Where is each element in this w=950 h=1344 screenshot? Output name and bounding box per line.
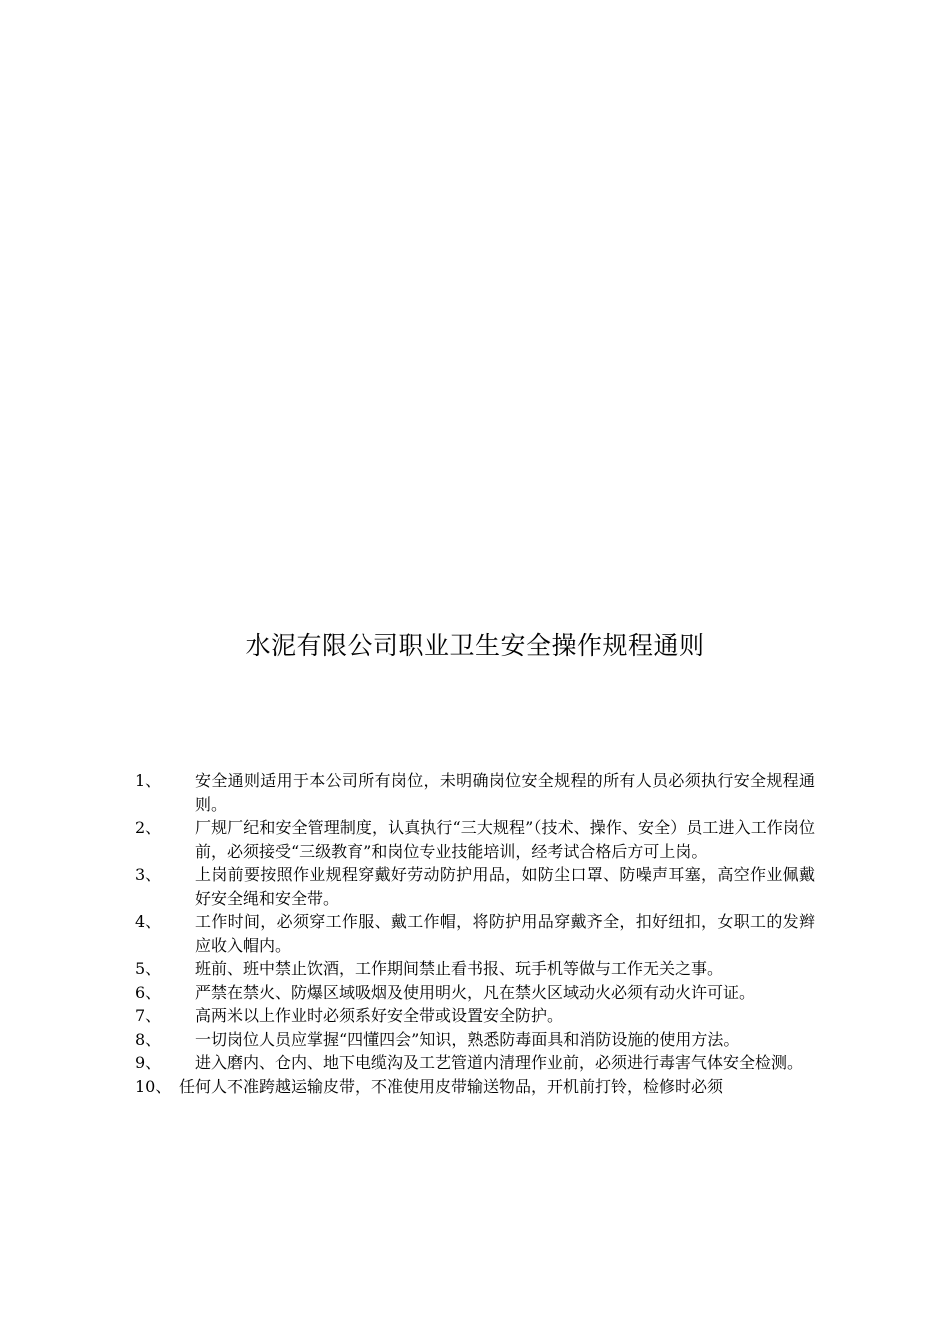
- rule-item: [135, 863, 825, 910]
- rule-number: 7、: [135, 1006, 162, 1025]
- rule-number: 1、: [135, 771, 162, 790]
- rule-number: 8、: [135, 1029, 162, 1049]
- rule-item: [135, 1028, 825, 1052]
- rule-item: [135, 910, 825, 957]
- rule-text: 安全通则适用于本公司所有岗位，未明确岗位安全规程的所有人员必须执行安全规程通则。: [195, 771, 815, 814]
- document-title: 水泥有限公司职业卫生安全操作规程通则: [245, 631, 705, 660]
- rule-item: [135, 769, 825, 816]
- rule-text: 工作时间，必须穿工作服、戴工作帽，将防护用品穿戴齐全，扣好纽扣，女职工的发辫应收入帽内。: [195, 912, 815, 955]
- rule-text: 进入磨内、仓内、地下电缆沟及工艺管道内清理作业前，必须进行毒害气体安全检测。: [195, 1053, 804, 1072]
- rule-text: 上岗前要按照作业规程穿戴好劳动防护用品，如防尘口罩、防噪声耳塞，高空作业佩戴好安全绳和安全带。: [195, 865, 815, 908]
- rule-text: 高两米以上作业时必须系好安全带或设置安全防护。: [195, 1006, 564, 1025]
- rule-number: 6、: [135, 982, 162, 1002]
- rule-number: 3、: [135, 865, 162, 884]
- rule-number: 5、: [135, 959, 162, 978]
- rule-item: [135, 957, 825, 981]
- rule-text: 严禁在禁火、防爆区域吸烟及使用明火，凡在禁火区域动火必须有动火许可证。: [195, 982, 756, 1002]
- rule-number: 9、: [135, 1053, 162, 1072]
- rule-text: 一切岗位人员应掌握“四懂四会”知识，熟悉防毒面具和消防设施的使用方法。: [195, 1029, 740, 1049]
- rule-text: 任何人不准跨越运输皮带，不准使用皮带输送物品，开机前打铃，检修时必须: [179, 1076, 724, 1096]
- rule-number: 4、: [135, 912, 162, 931]
- rule-item: [135, 981, 825, 1005]
- rule-item: [135, 1004, 825, 1028]
- rule-text: 班前、班中禁止饮酒，工作期间禁止看书报、玩手机等做与工作无关之事。: [195, 959, 724, 978]
- rule-item: [135, 1075, 825, 1099]
- rule-item: [135, 816, 825, 863]
- rule-number: 2、: [135, 818, 162, 837]
- rule-text: 厂规厂纪和安全管理制度，认真执行“三大规程”（技术、操作、安全）员工进入工作岗位前，必须接受“三级教育”和岗位专业技能培训，经考试合格后方可上岗。: [195, 818, 815, 861]
- rule-number: 10、: [135, 1076, 172, 1096]
- rules-list: [135, 769, 825, 1098]
- rule-item: [135, 1051, 825, 1075]
